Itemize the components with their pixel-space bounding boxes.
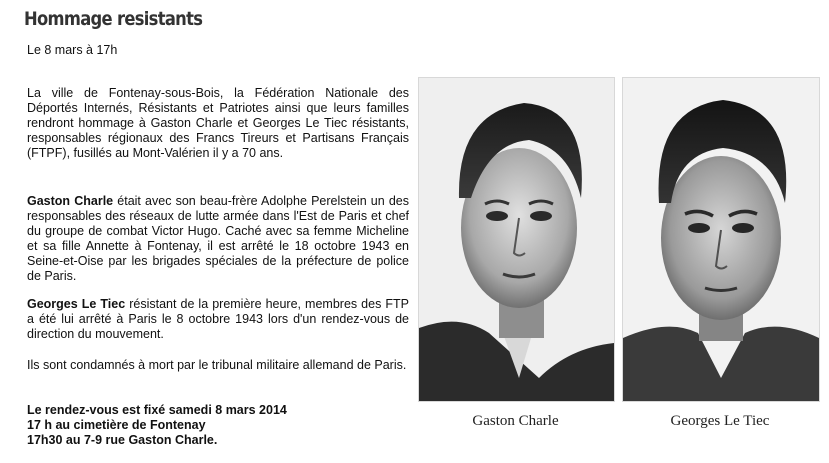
page-title: Hommage resistants — [24, 8, 203, 30]
rendezvous-block — [27, 403, 409, 448]
sentence-paragraph: Ils sont condamnés à mort par le tribunal militaire allemand de Paris. — [27, 358, 407, 372]
gaston-charle-bio: était avec son beau-frère Adolphe Perelstein un des responsables des réseaux de lutte armée dans l'Est de Paris et chef du groupe de combat Victor Hugo. Caché avec sa femme Micheline et sa fille Annette à Fontenay, il est arrêté le 18 octobre 1943 en Seine-et-Oise par les brigades spéciales de la préfecture de police de Paris. — [27, 194, 410, 283]
photo-caption: Gaston Charle — [472, 413, 559, 429]
portrait-icon — [623, 78, 819, 401]
georges-le-tiec-paragraph — [27, 297, 409, 342]
event-date: Le 8 mars à 17h — [27, 43, 118, 57]
rendezvous-line: Le rendez-vous est fixé samedi 8 mars 2014 — [27, 403, 287, 417]
rendezvous-line: 17h30 au 7-9 rue Gaston Charle. — [27, 433, 218, 447]
portrait-icon — [419, 78, 614, 401]
gaston-charle-name: Gaston Charle — [27, 194, 114, 208]
photo-caption: Georges Le Tiec — [670, 413, 770, 429]
gaston-charle-paragraph — [27, 194, 409, 284]
georges-le-tiec-name: Georges Le Tiec — [27, 297, 126, 311]
intro-paragraph: La ville de Fontenay-sous-Bois, la Fédération Nationale des Déportés Internés, Résistants et Patriotes ainsi que leurs familles rendront hommage à Gaston Charle et Georges Le Tiec résistants, responsables régionaux des Francs Tireurs et Partisans Français (FTPF), fusillés au Mont-Valérien il y a 70 ans. — [27, 86, 409, 160]
rendezvous-line: 17 h au cimetière de Fontenay — [27, 418, 206, 432]
georges-le-tiec-photo — [622, 77, 820, 402]
gaston-charle-photo — [418, 77, 615, 402]
georges-le-tiec-bio: résistant de la première heure, membres des FTP a été lui arrêté à Paris le 8 octobre 1943 lors d'un rendez-vous de direction du mouvement. — [27, 297, 409, 341]
